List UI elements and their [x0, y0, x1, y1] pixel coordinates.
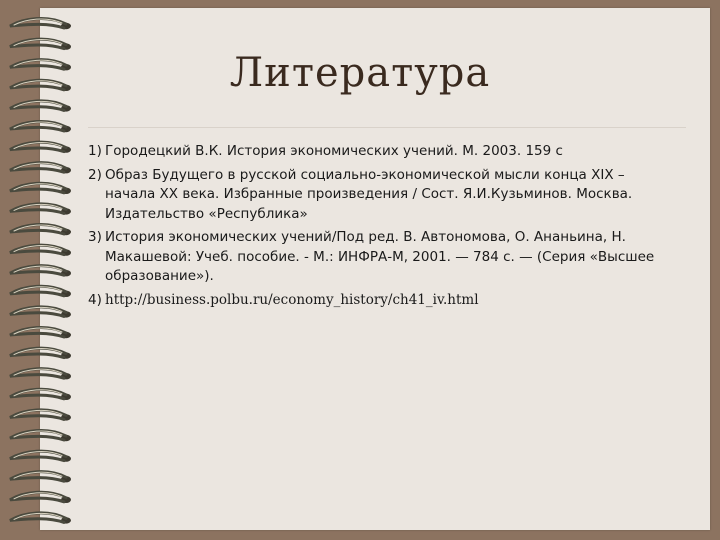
binding-ring: [10, 389, 71, 400]
reference-number: 2): [88, 166, 102, 183]
binding-ring: [10, 369, 71, 380]
reference-number: 4): [88, 291, 102, 308]
binding-ring: [10, 101, 71, 112]
binding-ring: [10, 430, 71, 441]
binding-ring: [10, 39, 71, 50]
reference-number: 3): [88, 229, 102, 245]
reference-text: История экономических учений/Под ред. В. Автономова, О. Ананьина, Н. Макашевой: Учеб. пособие. - М.: ИНФРА-М, 2001. — 784 с. — (Серия «Высшее образование»).: [105, 229, 655, 284]
reference-item: [88, 166, 678, 225]
reference-list: [88, 142, 678, 314]
binding-ring: [10, 163, 71, 174]
reference-item: [88, 291, 678, 311]
title-divider: [88, 127, 686, 128]
binding-ring: [10, 286, 71, 297]
binding-ring: [10, 307, 71, 318]
slide-title: Литература: [229, 50, 491, 96]
reference-number: 1): [88, 143, 102, 159]
binding-ring: [10, 451, 71, 462]
reference-item: [88, 228, 678, 287]
reference-item: [88, 142, 678, 162]
binding-ring: [10, 204, 71, 215]
binding-ring: [10, 327, 71, 338]
reference-text: Городецкий В.К. История экономических учений. М. 2003. 159 с: [105, 143, 563, 159]
binding-ring: [10, 183, 71, 194]
binding-ring: [10, 513, 71, 524]
binding-ring: [10, 410, 71, 421]
binding-ring: [10, 492, 71, 503]
reference-link[interactable]: http://business.polbu.ru/economy_history/ch41_iv.html: [105, 291, 479, 308]
binding-ring: [10, 266, 71, 277]
binding-ring: [10, 472, 71, 483]
binding-ring: [10, 18, 71, 29]
binding-ring: [10, 245, 71, 256]
binding-ring: [10, 142, 71, 153]
binding-ring: [10, 224, 71, 235]
binding-ring: [10, 121, 71, 132]
binding-ring: [10, 348, 71, 359]
reference-text: Образ Будущего в русской социально-экономической мысли конца XIX – начала XX века. Избранные произведения / Сост. Я.И.Кузьминов. Москва. Издательство «Республика»: [105, 166, 633, 222]
